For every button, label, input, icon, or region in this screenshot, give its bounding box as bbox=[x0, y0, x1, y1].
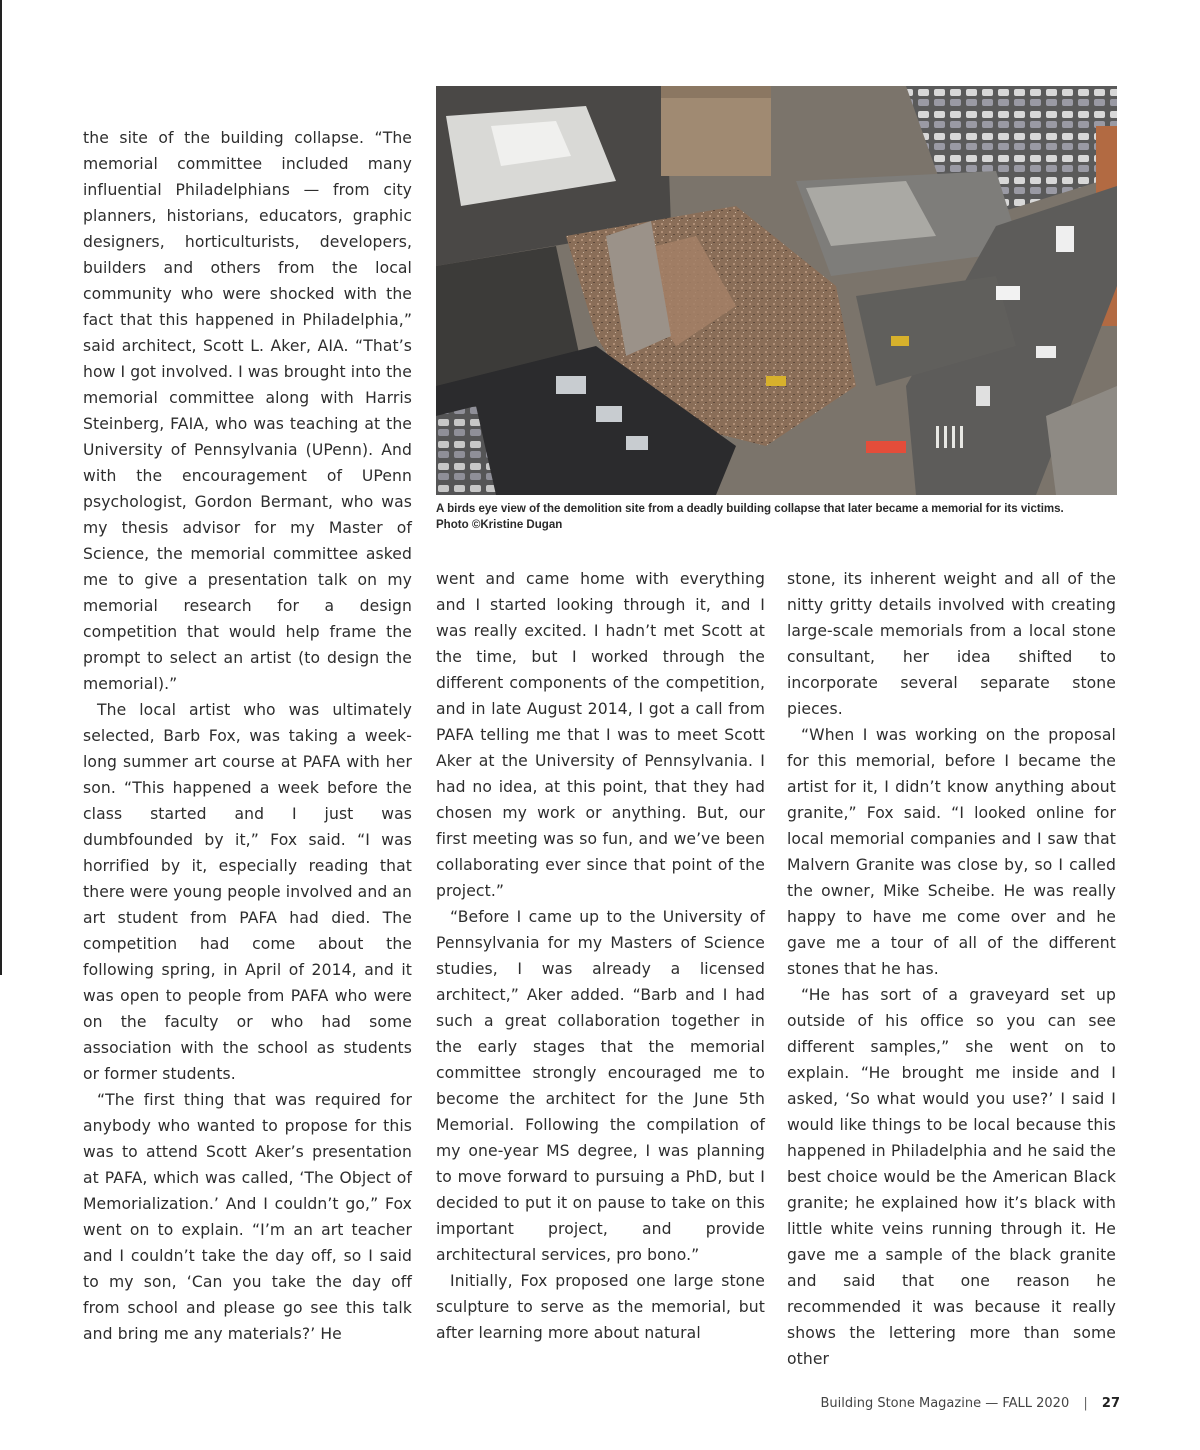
article-column-3 bbox=[787, 566, 1116, 1372]
page-spine-edge bbox=[0, 0, 2, 975]
paragraph: “He has sort of a graveyard set up outside of his office so you can see different samples,” she went on to explain. “He brought me inside and I asked, ‘So what would you use?’ I said I would like things to be local because this happened in Philadelphia and he said the best choice would be the American Black granite; he explained how it’s black with little white veins running through it. He gave me a sample of the black granite and said that one reason he recommended it was because it really shows the lettering more than some other bbox=[787, 986, 1116, 1368]
aerial-demolition-photo bbox=[436, 86, 1117, 495]
photo-caption bbox=[436, 500, 1078, 532]
paragraph: the site of the building collapse. “The memorial committee included many influential Philadelphians — from city planners, historians, educators, graphic designers, horticulturists, developers, builders and others from the local community who were shocked with the fact that this happened in Philadelphia,” said architect, Scott L. Aker, AIA. “That’s how I got involved. I was brought into the memorial committee along with Harris Steinberg, FAIA, who was teaching at the University of Pennsylvania (UPenn). And with the encouragement of UPenn psychologist, Gordon Bermant, who was my thesis advisor for my Master of Science, the memorial committee asked me to give a presentation talk on my memorial research for a design competition that would help frame the prompt to select an artist (to design the memorial).” bbox=[83, 129, 412, 693]
page-number: 27 bbox=[1101, 1396, 1120, 1411]
footer-separator: | bbox=[1083, 1396, 1088, 1411]
article-column-2 bbox=[436, 566, 765, 1346]
paragraph: Initially, Fox proposed one large stone sculpture to serve as the memorial, but after learning more about natural bbox=[436, 1272, 765, 1342]
caption-text: A birds eye view of the demolition site from a deadly building collapse that later became a memorial for its victims. bbox=[436, 501, 1064, 515]
paragraph: The local artist who was ultimately selected, Barb Fox, was taking a week-long summer art course at PAFA with her son. “This happened a week before the class started and I just was dumbfounded by it,” Fox said. “I was horrified by it, especially reading that there were young people involved and an art student from PAFA had died. The competition had come about the following spring, in April of 2014, and it was open to people from PAFA who were on the faculty or who had some association with the school as students or former students. bbox=[83, 701, 413, 1083]
issue-label: FALL 2020 bbox=[1002, 1396, 1070, 1411]
photo-credit: Photo ©Kristine Dugan bbox=[436, 517, 563, 531]
paragraph: stone, its inherent weight and all of the nitty gritty details involved with creating large-scale memorials from a local stone consultant, her idea shifted to incorporate several separate stone pieces. bbox=[787, 570, 1116, 718]
paragraph: “The first thing that was required for anybody who wanted to propose for this was to attend Scott Aker’s presentation at PAFA, which was called, ‘The Object of Memorialization.’ And I couldn’t go,” Fox went on to explain. “I’m an art teacher and I couldn’t take the day off, so I said to my son, ‘Can you take the day off from school and please go see this talk and bring me any materials?’ He bbox=[83, 1091, 412, 1343]
article-column-1 bbox=[83, 125, 412, 1347]
page-footer bbox=[820, 1396, 1120, 1411]
magazine-name: Building Stone Magazine — bbox=[820, 1396, 999, 1411]
paragraph: went and came home with everything and I started looking through it, and I was really excited. I hadn’t met Scott at the time, but I worked through the different components of the competition, and in late August 2014, I got a call from PAFA telling me that I was to meet Scott Aker at the University of Pennsylvania. I had no idea, at this point, that they had chosen my work or anything. But, our first meeting was so fun, and we’ve been collaborating ever since that point of the project.” bbox=[436, 570, 765, 900]
paragraph: “When I was working on the proposal for this memorial, before I became the artist for it, I didn’t know anything about granite,” Fox said. “I looked online for local memorial companies and I saw that Malvern Granite was close by, so I called the owner, Mike Scheibe. He was really happy to have me come over and he gave me a tour of all of the different stones that he has. bbox=[787, 726, 1116, 978]
paragraph: “Before I came up to the University of Pennsylvania for my Masters of Science studies, I was already a licensed architect,” Aker added. “Barb and I had such a great collaboration together in the early stages that the memorial committee strongly encouraged me to become the architect for the June 5th Memorial. Following the compilation of my one-year MS degree, I was planning to move forward to pursuing a PhD, but I decided to put it on pause to take on this important project, and provide architectural services, pro bono.” bbox=[436, 908, 765, 1264]
